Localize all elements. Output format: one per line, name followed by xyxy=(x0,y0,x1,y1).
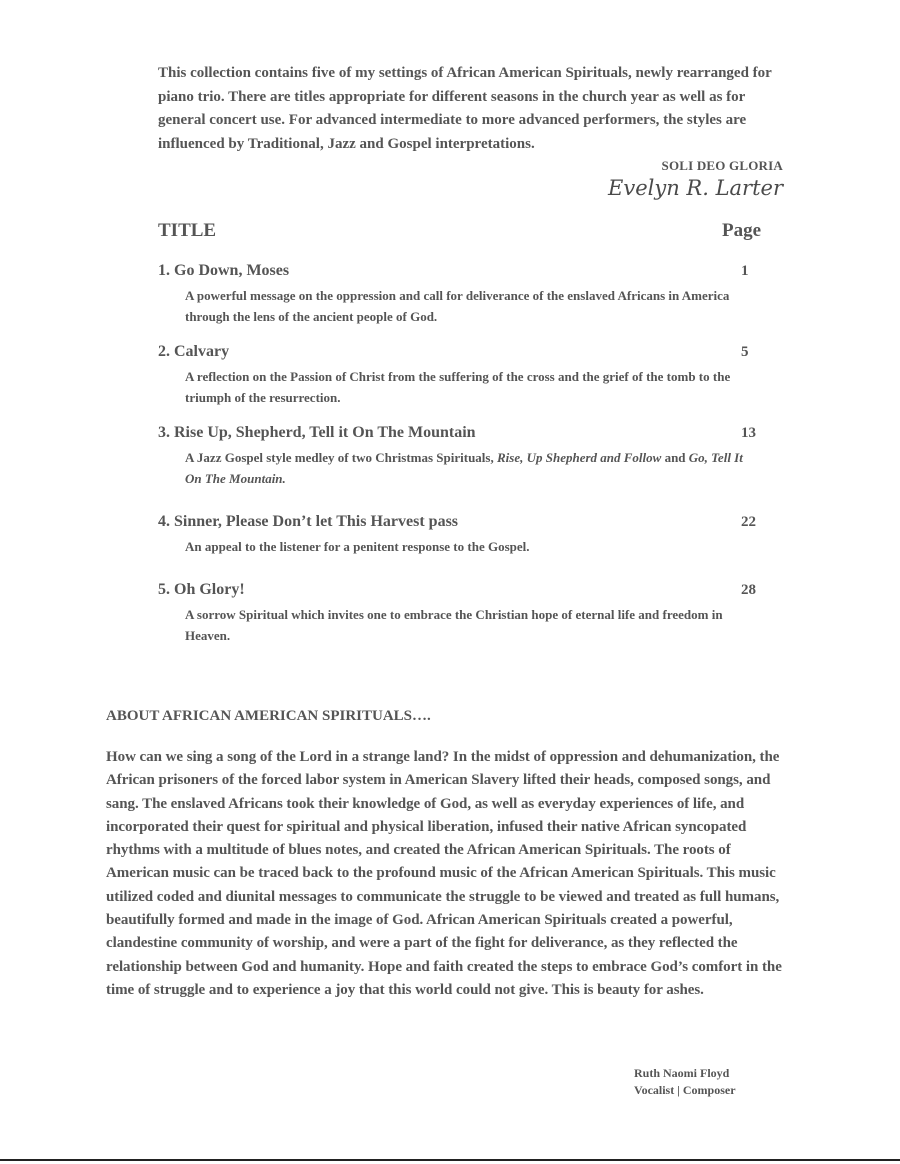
toc-item-title: 4. Sinner, Please Don’t let This Harvest pass xyxy=(158,513,459,530)
toc-item-title: 1. Go Down, Moses xyxy=(158,262,290,279)
toc-item-page: 13 xyxy=(741,425,756,441)
signature: Evelyn R. Larter xyxy=(608,176,783,200)
intro-paragraph: This collection contains five of my settings of African American Spirituals, newly rearranged for piano trio. There are titles appropriate for different seasons in the church year as well as for general concert use. For advanced intermediate to more advanced performers, the styles are influenced by Traditional, Jazz and Gospel interpretations. xyxy=(158,65,772,152)
about-heading: ABOUT AFRICAN AMERICAN SPIRITUALS…. xyxy=(106,708,431,724)
desc-text: and xyxy=(661,450,689,465)
toc-item-title: 2. Calvary xyxy=(158,343,230,360)
toc-title-header: TITLE xyxy=(158,220,217,241)
toc-item-title: 3. Rise Up, Shepherd, Tell it On The Mountain xyxy=(158,424,476,441)
toc-item-description: A sorrow Spiritual which invites one to embrace the Christian hope of eternal life and freedom in Heaven. xyxy=(185,607,723,643)
toc-item-description: A reflection on the Passion of Christ from the suffering of the cross and the grief of the tomb to the triumph of the resurrection. xyxy=(185,369,731,405)
about-body: How can we sing a song of the Lord in a strange land? In the midst of oppression and dehumanization, the African prisoners of the forced labor system in American Slavery lifted their heads, composed songs, and sang. The enslaved Africans took their knowledge of God, as well as everyday experiences of life, and incorporated their quest for spiritual and physical liberation, infused their native African syncopated rhythms with a multitude of blues notes, and created the African American Spirituals. The roots of American music can be traced back to the profound music of the African American Spirituals. This music utilized coded and diunital messages to communicate the struggle to be viewed and treated as full humans, beautifully formed and made in the image of God. African American Spirituals created a powerful, clandestine community of worship, and were a part of the fight for deliverance, as they reflected the relationship between God and humanity. Hope and faith created the steps to embrace God’s comfort in the time of struggle and to experience a joy that this world could not give. This is beauty for ashes. xyxy=(106,749,782,998)
toc-item-page: 28 xyxy=(741,582,756,598)
toc-page-header: Page xyxy=(722,220,762,241)
desc-italic-title: Go, Tell It On The Mountain. xyxy=(185,450,743,486)
toc-item-page: 5 xyxy=(741,344,749,360)
page-bottom-rule xyxy=(0,1159,900,1161)
desc-text: A Jazz Gospel style medley of two Christmas Spirituals, xyxy=(185,450,497,465)
toc-item-description xyxy=(185,447,745,489)
toc-item-description: A powerful message on the oppression and call for deliverance of the enslaved Africans in America through the lens of the ancient people of God. xyxy=(185,288,730,324)
credit-name: Ruth Naomi Floyd xyxy=(634,1066,730,1080)
credit-role: Vocalist | Composer xyxy=(634,1083,736,1097)
toc-item-page: 22 xyxy=(741,514,756,530)
dedication: SOLI DEO GLORIA xyxy=(661,158,783,173)
toc-item-page: 1 xyxy=(741,263,749,279)
toc-item-description: An appeal to the listener for a penitent response to the Gospel. xyxy=(185,539,530,554)
toc-item-title: 5. Oh Glory! xyxy=(158,581,245,598)
desc-italic-title: Rise, Up Shepherd and Follow xyxy=(496,450,662,465)
